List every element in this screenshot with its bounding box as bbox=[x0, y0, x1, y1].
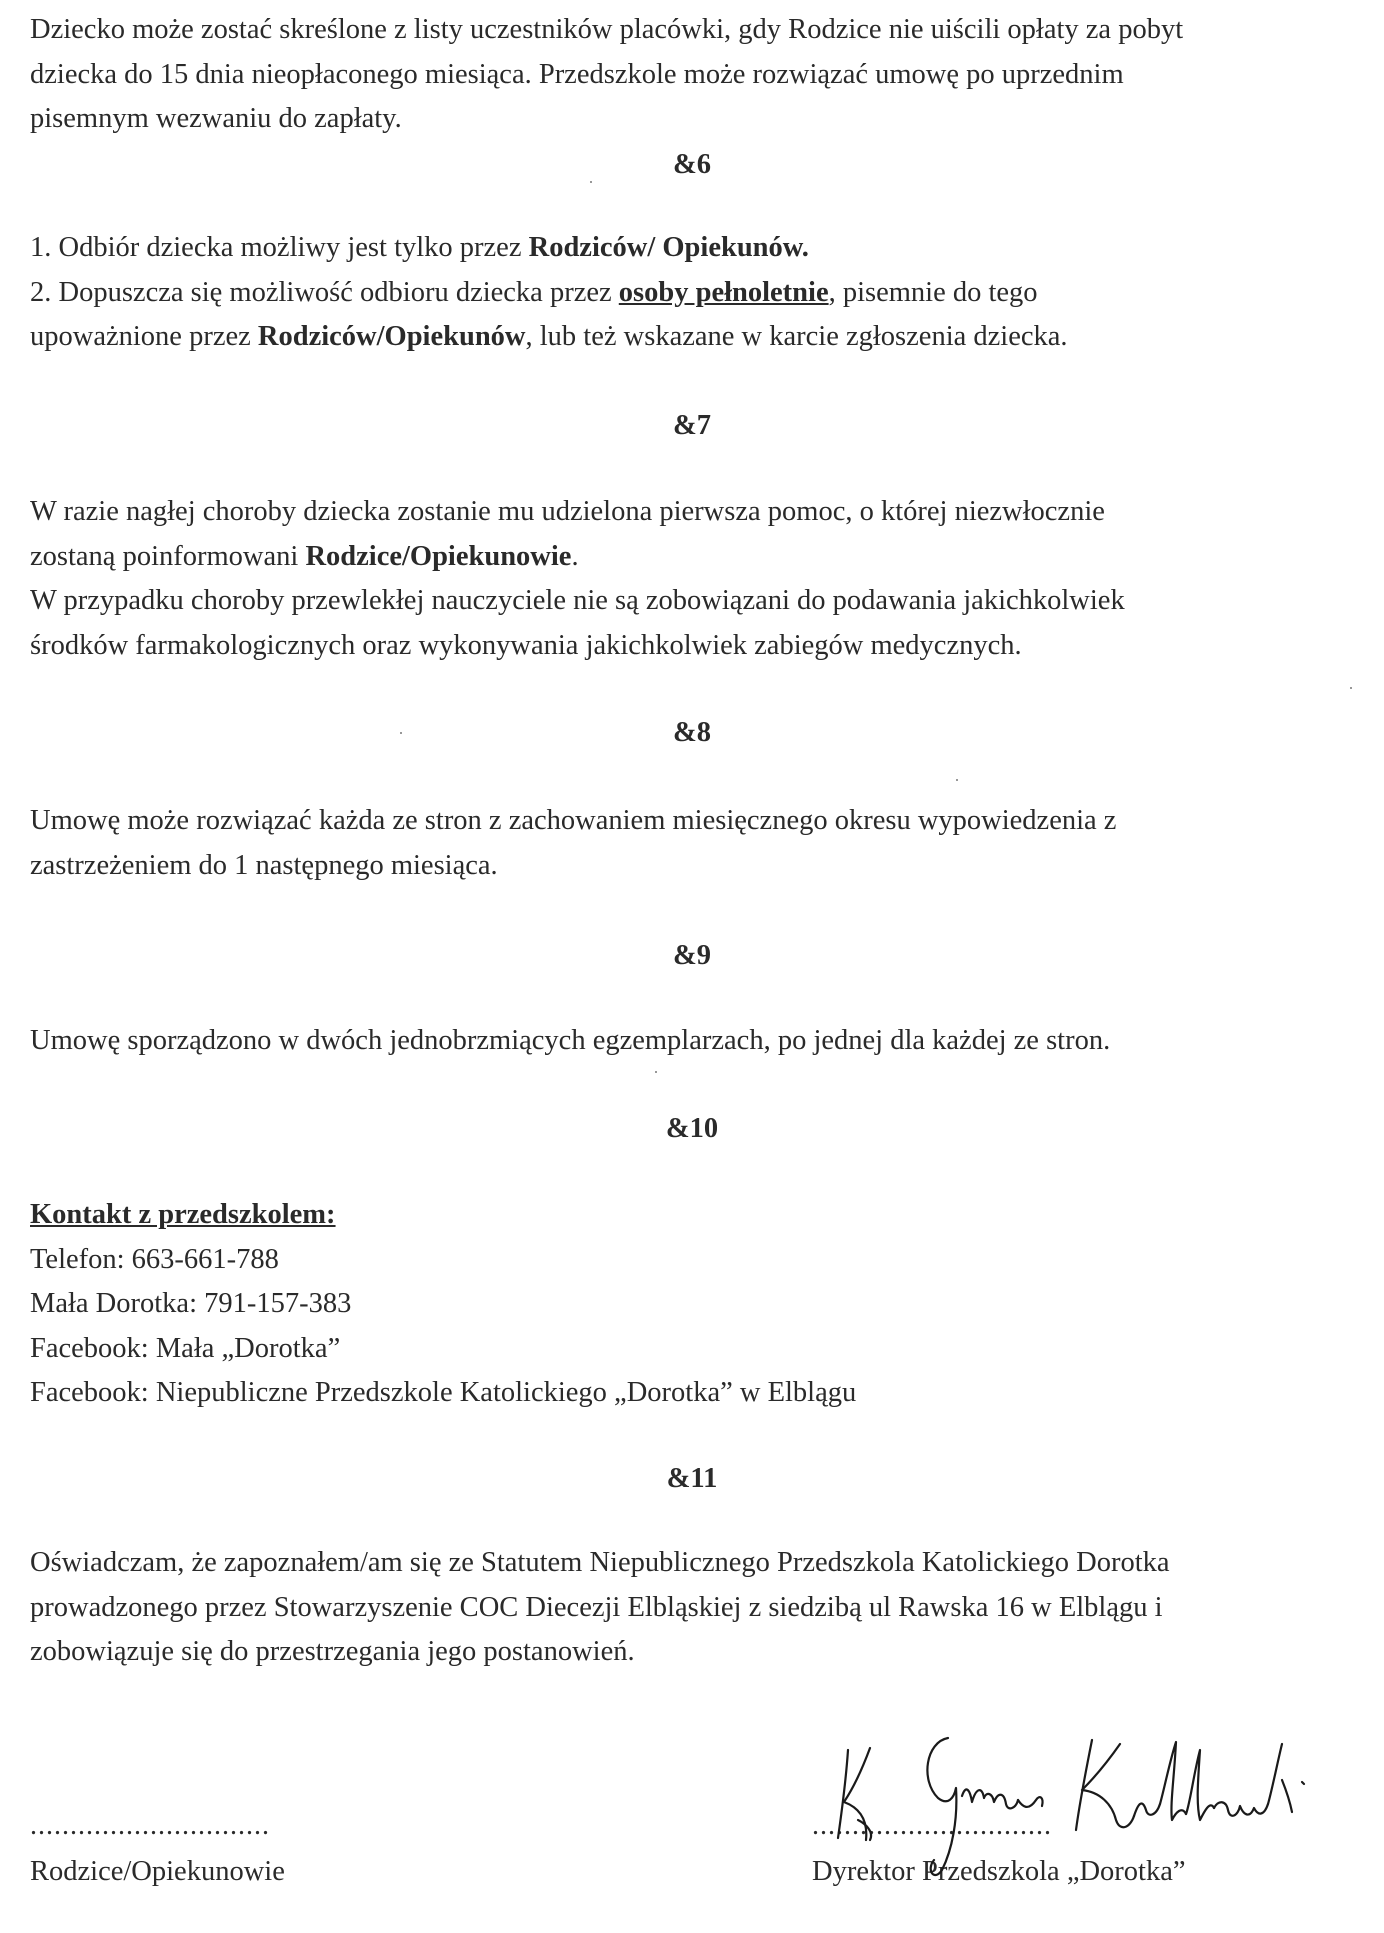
section-heading-9: &9 bbox=[673, 940, 711, 971]
section-heading-10: &10 bbox=[665, 1113, 719, 1144]
contact-mala-dorotka: Mała Dorotka: 791-157-383 bbox=[30, 1288, 352, 1319]
scan-speck bbox=[956, 779, 958, 781]
parent-signature-line: .............................. bbox=[30, 1810, 270, 1841]
contact-facebook-2: Facebook: Niepubliczne Przedszkole Katolickiego „Dorotka” w Elblągu bbox=[30, 1377, 857, 1408]
text-line: dziecka do 15 dnia nieopłaconego miesiąca. Przedszkole może rozwiązać umowę po uprzednim bbox=[30, 58, 1124, 90]
paragraph-declaration bbox=[30, 1541, 1360, 1675]
section-heading-7: &7 bbox=[673, 410, 711, 441]
contact-block bbox=[30, 1193, 1360, 1416]
text-line: zostaną poinformowani Rodzice/Opiekunowie. bbox=[30, 540, 579, 572]
parent-signature-label: Rodzice/Opiekunowie bbox=[30, 1856, 285, 1887]
director-signature-line: .............................. bbox=[812, 1810, 1052, 1841]
text-line: prowadzonego przez Stowarzyszenie COC Diecezji Elbląskiej z siedzibą ul Rawska 16 w Elblągu i bbox=[30, 1591, 1163, 1623]
section-heading-11: &11 bbox=[666, 1463, 718, 1494]
text-line: Dziecko może zostać skreślone z listy uczestników placówki, gdy Rodzice nie uiścili opłaty za pobyt bbox=[30, 14, 1184, 45]
scan-speck bbox=[400, 732, 402, 734]
paragraph-copies bbox=[30, 1019, 1360, 1064]
handwritten-signature bbox=[830, 1720, 1330, 1910]
text-line: Umowę sporządzono w dwóch jednobrzmiących egzemplarzach, po jednej dla każdej ze stron. bbox=[30, 1025, 1111, 1056]
scan-speck bbox=[1350, 687, 1352, 689]
paragraph-termination bbox=[30, 799, 1360, 888]
scan-speck bbox=[655, 1071, 657, 1073]
paragraph-child-pickup bbox=[30, 226, 1360, 360]
contact-title: Kontakt z przedszkolem: bbox=[30, 1199, 336, 1230]
scan-speck bbox=[590, 181, 592, 183]
contact-facebook-1: Facebook: Mała „Dorotka” bbox=[30, 1332, 341, 1364]
contact-phone: Telefon: 663-661-788 bbox=[30, 1243, 279, 1275]
text-line: 2. Dopuszcza się możliwość odbioru dziecka przez osoby pełnoletnie, pisemnie do tego bbox=[30, 276, 1038, 308]
paragraph-illness bbox=[30, 490, 1360, 668]
text-line: 1. Odbiór dziecka możliwy jest tylko przez Rodziców/ Opiekunów. bbox=[30, 232, 809, 263]
section-heading-6: &6 bbox=[673, 149, 711, 180]
section-heading-8: &8 bbox=[673, 717, 711, 748]
paragraph-payment-termination bbox=[30, 8, 1360, 142]
text-line: pisemnym wezwaniu do zapłaty. bbox=[30, 103, 402, 134]
text-line: W razie nagłej choroby dziecka zostanie mu udzielona pierwsza pomoc, o której niezwłocznie bbox=[30, 496, 1105, 527]
text-line: środków farmakologicznych oraz wykonywania jakichkolwiek zabiegów medycznych. bbox=[30, 629, 1022, 661]
director-signature-label: Dyrektor Przedszkola „Dorotka” bbox=[812, 1856, 1186, 1887]
text-line: zastrzeżeniem do 1 następnego miesiąca. bbox=[30, 849, 498, 881]
text-line: zobowiązuje się do przestrzegania jego postanowień. bbox=[30, 1636, 635, 1667]
text-line: upoważnione przez Rodziców/Opiekunów, lub też wskazane w karcie zgłoszenia dziecka. bbox=[30, 321, 1068, 352]
text-line: Oświadczam, że zapoznałem/am się ze Statutem Niepublicznego Przedszkola Katolickiego Dorotka bbox=[30, 1547, 1170, 1578]
text-line: Umowę może rozwiązać każda ze stron z zachowaniem miesięcznego okresu wypowiedzenia z bbox=[30, 805, 1117, 836]
text-line: W przypadku choroby przewlekłej nauczyciele nie są zobowiązani do podawania jakichkolwiek bbox=[30, 585, 1125, 616]
